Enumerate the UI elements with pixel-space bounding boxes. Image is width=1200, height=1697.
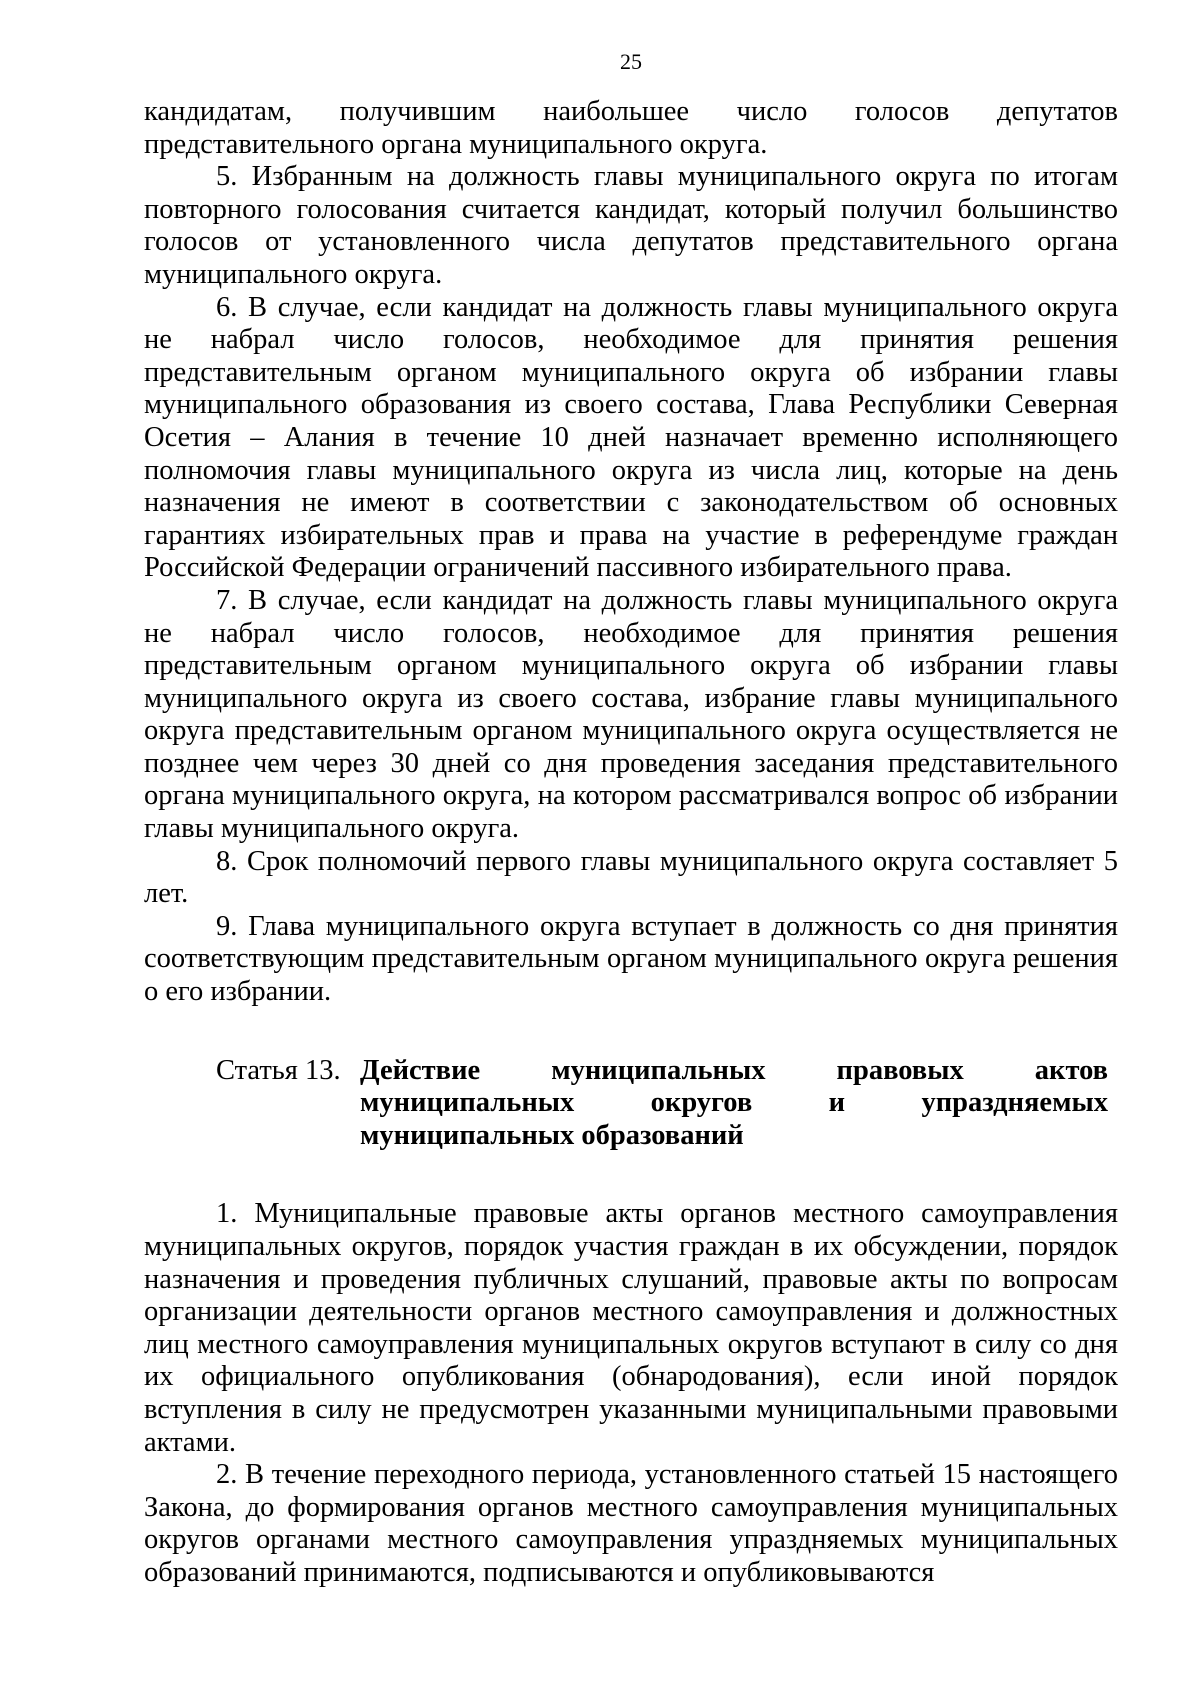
article-label: Статья 13.: [216, 1054, 341, 1086]
paragraph-item-8: 8. Срок полномочий первого главы муниципального округа составляет 5 лет.: [144, 845, 1118, 910]
article-title: Действие муниципальных правовых актов муниципальных округов и упраздняемых муниципальных образований: [360, 1054, 1108, 1151]
paragraph-item-7: 7. В случае, если кандидат на должность главы муниципального округа не набрал число голосов, необходимое для принятия решения представительным органом муниципального округа об избрании главы муниципального округа из своего состава, избрание главы муниципального округа представительным органом муниципального округа осуществляется не позднее чем через 30 дней со дня проведения заседания представительного органа муниципального округа, на котором рассматривался вопрос об избрании главы муниципального округа.: [144, 584, 1118, 845]
paragraph-item-6: 6. В случае, если кандидат на должность главы муниципального округа не набрал число голосов, необходимое для принятия решения представительным органом муниципального округа об избрании главы муниципального образования из своего состава, Глава Республики Северная Осетия – Алания в течение 10 дней назначает временно исполняющего полномочия главы муниципального округа из числа лиц, которые на день назначения не имеют в соответствии с законодательством об основных гарантиях избирательных прав и права на участие в референдуме граждан Российской Федерации ограничений пассивного избирательного права.: [144, 291, 1118, 584]
paragraph-item-5: 5. Избранным на должность главы муниципального округа по итогам повторного голосования считается кандидат, который получил большинство голосов от установленного числа депутатов представительного органа муниципального округа.: [144, 161, 1118, 290]
paragraph-continuation: кандидатам, получившим наибольшее число голосов депутатов представительного органа муниципального округа.: [144, 96, 1118, 160]
page-number: 25: [620, 49, 642, 74]
article-heading: [144, 1055, 1118, 1153]
article-paragraph-1: 1. Муниципальные правовые акты органов местного самоуправления муниципальных округов, порядок участия граждан в их обсуждении, порядок назначения и проведения публичных слушаний, правовые акты по вопросам организации деятельности органов местного самоуправления и должностных лиц местного самоуправления муниципальных округов вступают в силу со дня их официального опубликования (обнародования), если иной порядок вступления в силу не предусмотрен указанными муниципальными правовыми актами.: [144, 1198, 1118, 1458]
paragraph-item-9: 9. Глава муниципального округа вступает в должность со дня принятия соответствующим представительным органом муниципального округа решения о его избрании.: [144, 910, 1118, 1008]
article-paragraph-2: 2. В течение переходного периода, установленного статьей 15 настоящего Закона, до формирования органов местного самоуправления муниципальных округов органами местного самоуправления упраздняемых муниципальных образований принимаются, подписываются и опубликовываются: [144, 1459, 1118, 1588]
